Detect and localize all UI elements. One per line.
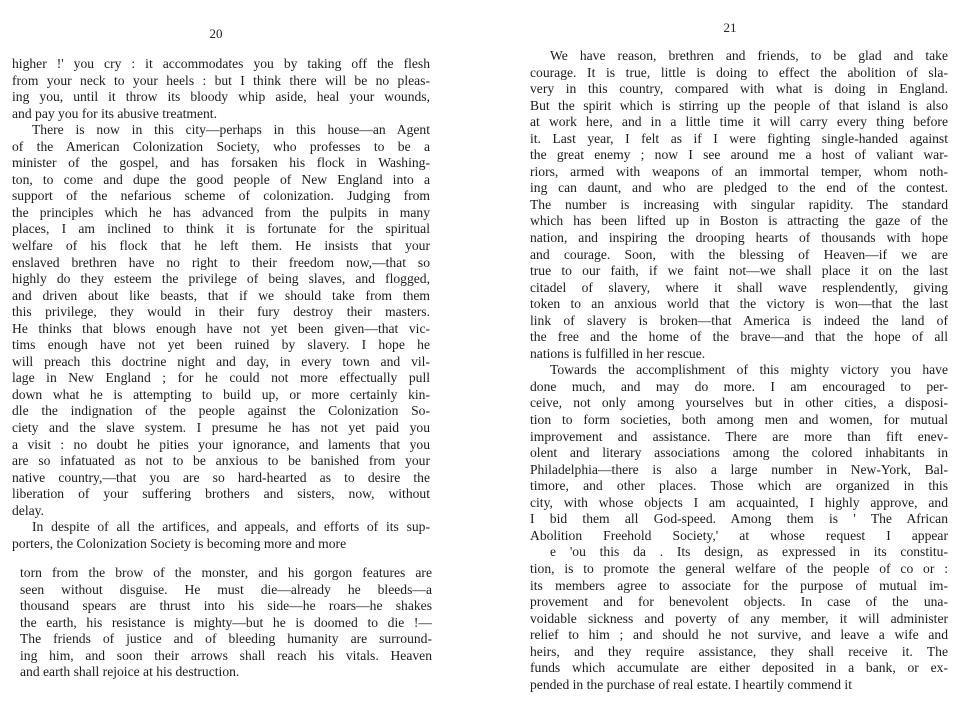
text-line: relief to him ; and should he not survive, and leave a wife and	[530, 627, 948, 643]
text-line: nations is fulfilled in her rescue.	[530, 345, 706, 361]
text-line: places, I am inclined to think it is fortunate for the spiritual	[12, 221, 430, 237]
text-line: the earth, his resistance is mighty—but he is doomed to die !—	[20, 614, 432, 630]
text-line: down what he is attempting to build up, or more certainly kin-	[12, 386, 430, 402]
text-line: are so infatuated as not to be anxious to be banished from your	[12, 453, 430, 469]
text-line: will preach this doctrine night and day, in every town and vil-	[12, 353, 430, 369]
text-line: higher !' you cry : it accommodates you by taking off the flesh	[12, 56, 430, 71]
text-line: ceive, not only among yourselves but in other cities, a disposi-	[530, 395, 948, 411]
text-line: delay.	[12, 502, 44, 518]
text-line: I bid them all God-speed. Among them is ' The African	[530, 511, 948, 527]
left-page-text-top	[12, 56, 430, 552]
text-line: Abolition Freehold Society,' at whose request I appear	[530, 527, 948, 543]
text-line: tims enough have not yet been ruined by slavery. I hope he	[12, 337, 430, 353]
text-line: minister of the gospel, and has forsaken his flock in Washing-	[12, 155, 430, 171]
text-line: timore, and other places. Those which are organized in this	[530, 478, 948, 494]
text-line: native country,—that you are so hard-hearted as to desire the	[12, 469, 430, 485]
text-line: tion, is to promote the general welfare of the people of co or :	[530, 560, 948, 576]
text-line: link of slavery is broken—that America is indeed the land of	[530, 312, 948, 328]
text-line: But the spirit which is stirring up the people of that island is also	[530, 97, 948, 113]
right-page-text	[530, 48, 948, 693]
page-number-left: 20	[209, 26, 223, 41]
text-line: nation, and inspiring the drooping hearts of thousands with hope	[530, 230, 948, 246]
right-page	[470, 0, 980, 716]
text-line: porters, the Colonization Society is becoming more and more	[12, 535, 347, 551]
text-line: The friends of justice and of bleeding humanity are surround-	[20, 631, 432, 647]
text-line: funds which accumulate are either deposited in a bank, or ex-	[530, 660, 948, 676]
text-line: tion to form societies, both among men and women, for mutual	[530, 412, 948, 428]
text-line: e 'ou this da . Its design, as expressed in its constitu-	[550, 544, 948, 560]
text-line: thousand spears are thrust into his side—he roars—he shakes	[20, 598, 432, 614]
text-line: ing him, and soon their arrows shall reach his vitals. Heaven	[20, 647, 432, 663]
text-line: heirs, and they require assistance, they shall receive it. The	[530, 643, 948, 659]
text-line: token to an anxious world that the victory is won—that the last	[530, 296, 948, 312]
text-line: at work here, and in a little time it will carry every thing before	[530, 114, 948, 130]
left-page	[0, 0, 470, 716]
text-line: the great enemy ; now I see around me a host of valiant war-	[530, 147, 948, 163]
text-line: ciety and the slave system. I presume he has not yet paid you	[12, 420, 430, 436]
text-line: very in this country, compared with what is doing in England.	[530, 81, 948, 97]
text-line: olent and literary associations among the colored inhabitants in	[530, 445, 948, 461]
text-line: and courage. Soon, with the blessing of Heaven—if we are	[530, 246, 948, 262]
text-line: a visit : no doubt he pities your ignorance, and laments that you	[12, 436, 430, 452]
text-line: improvement and assistance. There are more than fift enev-	[530, 428, 948, 444]
text-line: welfare of his flock that he left them. He insists that your	[12, 238, 430, 254]
left-page-text-bottom	[20, 565, 432, 681]
text-line: dle the indignation of the people against the Colonization So-	[12, 403, 430, 419]
text-line: voidable sickness and poverty of any member, it will administer	[530, 610, 948, 626]
text-line: done much, and may do more. I am encouraged to per-	[530, 378, 948, 394]
text-line: which has been lifted up in Boston is attracting the gaze of the	[530, 213, 948, 229]
text-line: lage in New England ; for he could not more effectually pull	[12, 370, 430, 386]
text-line: ing can daunt, and who are pledged to the end of the contest.	[530, 180, 948, 196]
text-line: pended in the purchase of real estate. I heartily commend it	[530, 676, 852, 692]
text-line: courage. It is true, little is doing to effect the abolition of sla-	[530, 64, 948, 80]
text-line: There is now in this city—perhaps in this house—an Agent	[32, 122, 430, 138]
text-line: Philadelphia—there is also a large number in New-York, Bal-	[530, 461, 948, 477]
text-line: enslaved brethren have no right to their freedom now,—that so	[12, 254, 430, 270]
text-line: true to our faith, if we faint not—we shall place it on the last	[530, 263, 948, 279]
text-line: and driven about like beasts, that if we should take from them	[12, 287, 430, 303]
text-line: citadel of slavery, where it shall wave resplendently, giving	[530, 279, 948, 295]
text-line: and earth shall rejoice at his destruction.	[20, 664, 240, 680]
text-line: In despite of all the artifices, and appeals, and efforts of its sup-	[32, 519, 430, 535]
text-line: this privilege, they would in their fury destroy their masters.	[12, 304, 430, 320]
text-line: ing you, until it throw its bloody whip aside, heal your wounds,	[12, 89, 430, 105]
text-line: seen without disguise. He must die—already he bleeds—a	[20, 581, 432, 597]
text-line: ton, to come and dupe the good people of New England into a	[12, 171, 430, 187]
text-line: highly do they esteem the privilege of being slaves, and flogged,	[12, 271, 430, 287]
text-line: He thinks that blows enough have not yet been given—that vic-	[12, 320, 430, 336]
text-line: it. Last year, I felt as if I were fighting single-handed against	[530, 130, 948, 146]
text-line: Towards the accomplishment of this mighty victory you have	[550, 362, 948, 378]
text-line: from your neck to your heels : but I think there will be no pleas-	[12, 72, 430, 88]
text-line: the principles which he has advanced from the pulpits in many	[12, 204, 430, 220]
text-line: torn from the brow of the monster, and his gorgon features are	[20, 565, 432, 580]
text-line: The number is increasing with singular rapidity. The standard	[530, 196, 948, 212]
text-line: and pay you for its abusive treatment.	[12, 105, 217, 121]
text-line: the free and the home of the brave—and that the hope of all	[530, 329, 948, 345]
text-line: provement and for benevolent objects. In case of the una-	[530, 594, 948, 610]
text-line: city, with whose objects I am acquainted, I highly approve, and	[530, 494, 948, 510]
page-number-right: 21	[723, 20, 737, 35]
text-line: liberation of your suffering brothers and sisters, now, without	[12, 486, 430, 502]
text-line: its members agree to associate for the purpose of mutual im-	[530, 577, 948, 593]
text-line: We have reason, brethren and friends, to be glad and take	[550, 48, 948, 63]
text-line: of the American Colonization Society, who professes to be a	[12, 138, 430, 154]
text-line: riors, armed with weapons of an immortal temper, whom noth-	[530, 163, 948, 179]
text-line: support of the nefarious scheme of colonization. Judging from	[12, 188, 430, 204]
